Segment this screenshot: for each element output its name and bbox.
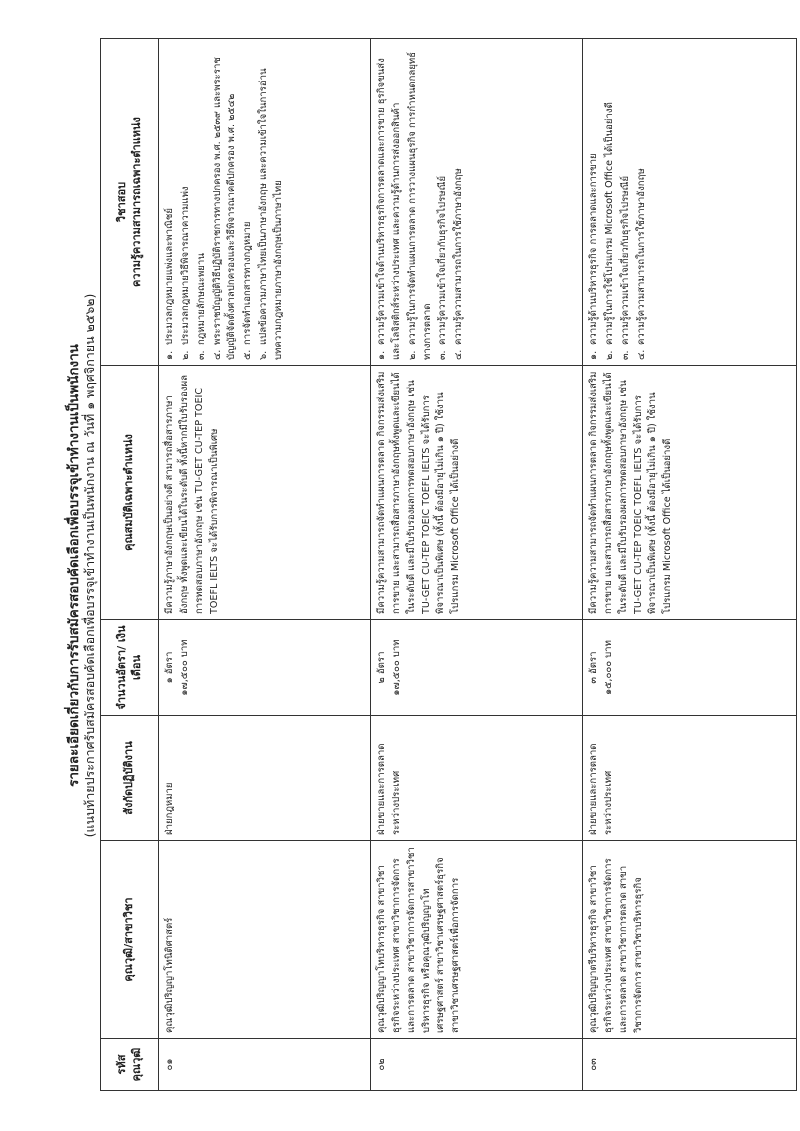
- table-row: [159, 39, 371, 1091]
- subject-item: [452, 44, 467, 360]
- subject-number: ๑.: [588, 350, 599, 360]
- subject-number: ๔.: [453, 349, 465, 360]
- subject-item: [375, 44, 405, 360]
- subject-text: ความรู้ในการใช้โปรแกรม Microsoft Office ได้เป็นอย่างดี: [603, 102, 615, 345]
- subject-text: ความรู้ในการจัดทำแผนการตลาด การวางแผนธุรกิจ การกำหนดกลยุทธ์ทางการตลาด: [406, 51, 433, 360]
- subject-item: [436, 44, 451, 360]
- header-qualifications: คุณสมบัติเฉพาะตำแหน่ง: [101, 366, 159, 620]
- subject-number: ๖.: [258, 350, 270, 360]
- subject-number: ๔.: [211, 349, 223, 360]
- subject-number: ๓.: [619, 350, 631, 360]
- document-title: รายละเอียดเกี่ยวกับการรับสมัครสอบคัดเลือกเพื่อบรรจุเข้าทำงานเป็นพนักงาน: [66, 344, 82, 787]
- subject-list: [163, 44, 287, 360]
- row-count-salary: [371, 620, 583, 716]
- subject-item: [241, 44, 256, 360]
- subject-text: ความรู้ความสามารถในการใช้ภาษาอังกฤษ: [453, 168, 465, 345]
- row-degree: คุณวุฒิปริญญาโทนิติศาสตร์: [159, 841, 371, 1039]
- subject-number: ๓.: [437, 350, 449, 360]
- header-subjects-subtitle: ความรู้ความสามารถเฉพาะตำแหน่ง: [129, 117, 143, 287]
- row-qualifications: มีความรู้ความสามารถจัดทำแผนการตลาด กิจกรรมส่งเสริมการขาย และสามารถสื่อสารภาษาอังกฤษทั้งพูดและเขียนได้ในระดับดี และมีใบรับรองผลการทดสอบภาษาอังกฤษ เช่น TU-GET CU-TEP TOEIC TOEFL IELTS จะได้รับการพิจารณาเป็นพิเศษ (ทั้งนี้ ต้องมีอายุไม่เกิน ๑ ปี) ใช้งานโปรแกรม Microsoft Office ได้เป็นอย่างดี: [583, 366, 797, 620]
- subject-item: [179, 44, 194, 360]
- header-code: รหัส คุณวุฒิ: [101, 1039, 159, 1091]
- positions-table: [100, 38, 797, 1091]
- subject-item: [257, 44, 287, 360]
- row-qualifications: มีความรู้ความสามารถจัดทำแผนการตลาด กิจกรรมส่งเสริมการขาย และสามารถสื่อสารภาษาอังกฤษทั้งพูดและเขียนได้ในระดับดี และมีใบรับรองผลการทดสอบภาษาอังกฤษ เช่น TU-GET CU-TEP TOEIC TOEFL IELTS จะได้รับการพิจารณาเป็นพิเศษ (ทั้งนี้ ต้องมีอายุไม่เกิน ๑ ปี) ใช้งานโปรแกรม Microsoft Office ได้เป็นอย่างดี: [371, 366, 583, 620]
- subject-list: [587, 44, 649, 360]
- subject-text: การจัดทำเอกสารทางกฎหมาย: [242, 221, 254, 345]
- subject-text: แปลข้อความภาษาไทยเป็นภาษาอังกฤษ และความเข้าใจในการอ่านบทความกฎหมายภาษาอังกฤษเป็นภาษาไทย: [258, 68, 285, 360]
- subject-text: ประมวลกฎหมายแพ่งและพาณิชย์: [164, 207, 175, 345]
- subject-number: ๕.: [242, 349, 254, 360]
- subject-number: ๒.: [179, 350, 191, 360]
- subject-text: กฎหมายลักษณะพยาน: [195, 253, 207, 345]
- subject-item: [635, 44, 650, 360]
- table-row: [371, 39, 583, 1091]
- row-salary: ๑๗,๕๐๐ บาท: [178, 639, 190, 696]
- subject-text: ความรู้ด้านบริหารธุรกิจ การตลาดและการขาย: [588, 153, 599, 345]
- row-count-salary: [159, 620, 371, 716]
- subject-text: ความรู้ความสามารถในการใช้ภาษาอังกฤษ: [635, 168, 647, 345]
- row-subjects: [371, 39, 583, 366]
- subject-text: พระราชบัญญัติวิธีปฏิบัติราชการทางปกครอง พ.ศ. ๒๕๓๙ และพระราชบัญญัติจัดตั้งศาลปกครองและวิธีพิจารณาคดีปกครอง พ.ศ. ๒๕๔๒: [211, 57, 238, 360]
- subject-number: ๑.: [376, 350, 387, 360]
- subject-number: ๒.: [406, 350, 418, 360]
- table-row: [583, 39, 797, 1091]
- header-degree: คุณวุฒิ/สาขาวิชา: [101, 841, 159, 1039]
- subject-item: [619, 44, 634, 360]
- table-header-row: [101, 39, 159, 1091]
- row-code: ๐๑: [159, 1039, 371, 1091]
- row-count-salary: [583, 620, 797, 716]
- row-unit: ฝ่ายขายและการตลาดระหว่างประเทศ: [583, 716, 797, 841]
- subject-text: ความรู้ความเข้าใจเกี่ยวกับธุรกิจไปรษณีย์: [437, 175, 449, 345]
- row-salary: ๑๗,๕๐๐ บาท: [390, 639, 402, 696]
- header-subjects: [101, 39, 159, 366]
- row-degree: คุณวุฒิปริญญาโทบริหารธุรกิจ สาขาวิชาธุรกิจระหว่างประเทศ สาขาวิชาการจัดการและการตลาด สาขาวิชาการจัดการสาขาวิชาบริหารธุรกิจ หรือคุณวุฒิปริญญาโทเศรษฐศาสตร์ สาขาวิชาเศรษฐศาสตร์ธุรกิจ สาขาวิชาเศรษฐศาสตร์เพื่อการจัดการ: [371, 841, 583, 1039]
- subject-text: ประมวลกฎหมายวิธีพิจารณาความแพ่ง: [179, 186, 191, 345]
- header-unit: สังกัดปฏิบัติงาน: [101, 716, 159, 841]
- subject-item: [163, 44, 178, 360]
- subject-item: [603, 44, 618, 360]
- subject-list: [375, 44, 467, 360]
- subject-number: ๒.: [603, 350, 615, 360]
- row-unit: ฝ่ายขายและการตลาดระหว่างประเทศ: [371, 716, 583, 841]
- row-positions: ๓ อัตรา: [588, 651, 599, 684]
- row-degree: คุณวุฒิปริญญาตรีบริหารธุรกิจ สาขาวิชาธุรกิจระหว่างประเทศ สาขาวิชาการจัดการและการตลาด สาขาวิชาการตลาด สาขาวิชาการจัดการ สาขาวิชาบริหารธุรกิจ: [583, 841, 797, 1039]
- row-unit: ฝ่ายกฎหมาย: [159, 716, 371, 841]
- row-positions: ๑ อัตรา: [164, 651, 175, 684]
- header-subjects-title: วิชาสอบ: [115, 181, 129, 223]
- subject-number: ๑.: [164, 350, 175, 360]
- row-positions: ๒ อัตรา: [376, 651, 387, 684]
- subject-number: ๓.: [195, 350, 207, 360]
- subject-item: [195, 44, 210, 360]
- row-code: ๐๒: [371, 1039, 583, 1091]
- row-salary: ๑๕,๐๐๐ บาท: [602, 640, 614, 695]
- subject-item: [587, 44, 602, 360]
- row-qualifications: มีความรู้ภาษาอังกฤษเป็นอย่างดี สามารถสื่อสารภาษาอังกฤษ ทั้งพูดและเขียนได้ในระดับดี ทั้งนี้หากมีใบรับรองผลการทดสอบภาษาอังกฤษ เช่น TU-GET CU-TEP TOEIC TOEFL IELTS จะได้รับการพิจารณาเป็นพิเศษ: [159, 366, 371, 620]
- row-subjects: [583, 39, 797, 366]
- row-subjects: [159, 39, 371, 366]
- document-subtitle: (แนบท้ายประกาศรับสมัครสอบคัดเลือกเพื่อบรรจุเข้าทำงานเป็นพนักงาน ณ วันที่ ๑ พฤศจิกายน ๒๕๖๒): [82, 293, 97, 838]
- header-count-salary: จำนวนอัตรา/ เงินเดือน: [101, 620, 159, 716]
- subject-item: [211, 44, 241, 360]
- subject-text: ความรู้ความเข้าใจเกี่ยวกับธุรกิจไปรษณีย์: [619, 175, 631, 345]
- subject-text: ความรู้ความเข้าใจด้านบริหารธุรกิจการตลาดและการขาย ธุรกิจขนส่งและโลจิสติกส์ระหว่างประเทศ และความรู้ด้านการส่งออกสินค้า: [376, 58, 402, 360]
- subject-number: ๔.: [635, 349, 647, 360]
- row-code: ๐๓: [583, 1039, 797, 1091]
- subject-item: [406, 44, 436, 360]
